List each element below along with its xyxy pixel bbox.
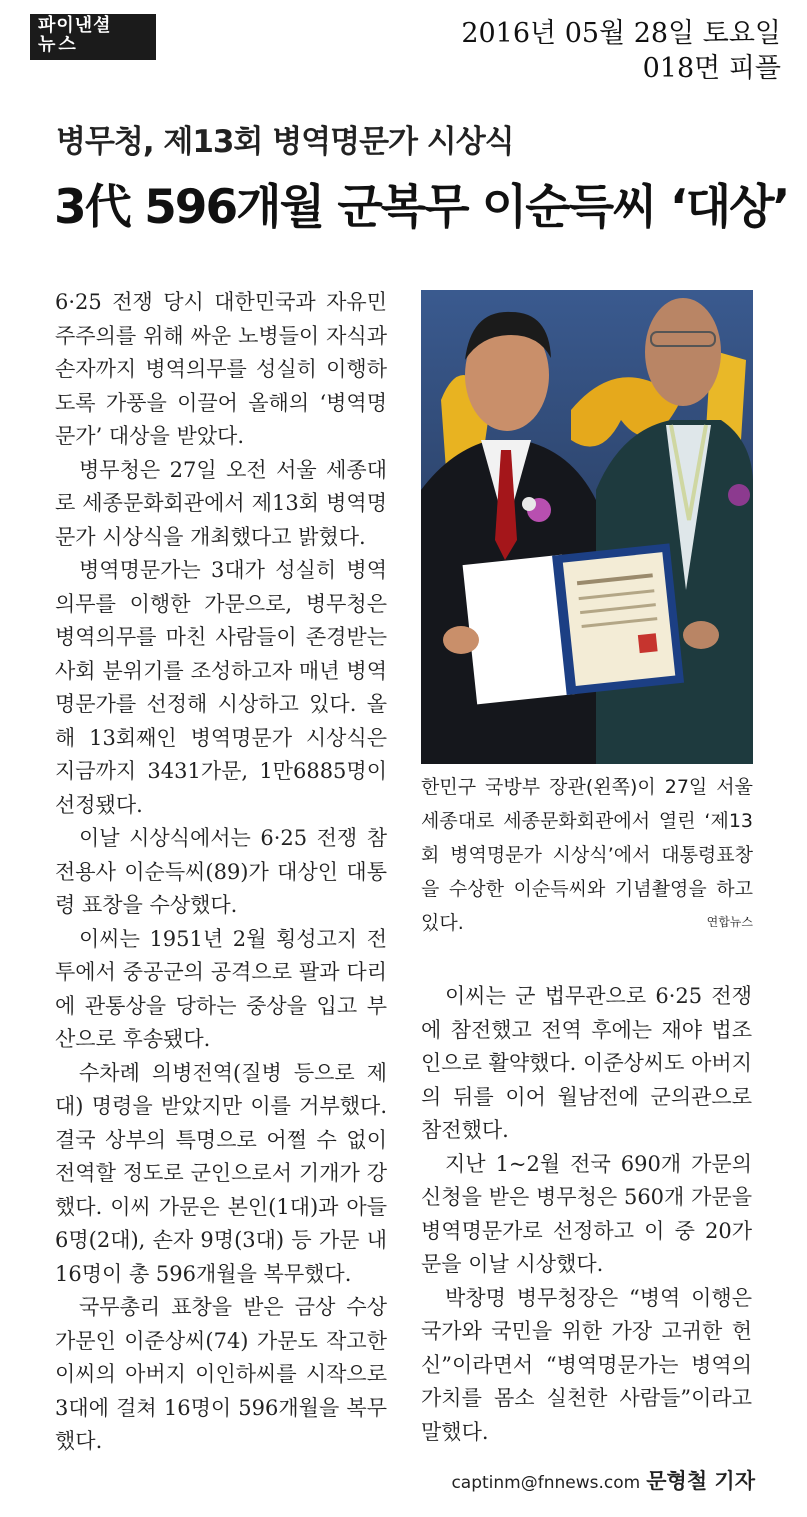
paragraph: 국무총리 표창을 받은 금상 수상 가문인 이준상씨(74) 가문도 작고한 이씨의 아버지 이인하씨를 시작으로 3대에 걸쳐 16명이 596개월을 복무했다. — [55, 1295, 387, 1453]
article-kicker: 병무청, 제13회 병역명문가 시상식 — [56, 124, 514, 160]
photo-caption: 한민구 국방부 장관(왼쪽)이 27일 서울 세종대로 세종문화회관에서 열린 ‘제13회 병역명문가 시상식’에서 대통령표창을 수상한 이순득씨와 기념촬영을 하고 있다. — [421, 776, 753, 934]
logo-line2: 뉴스 — [38, 34, 79, 55]
photo-credit: 연합뉴스 — [706, 915, 753, 929]
paragraph: 수차례 의병전역(질병 등으로 제대) 명령을 받았지만 이를 거부했다. 결국 상부의 특명으로 어쩔 수 없이 전역할 정도로 군인으로서 기개가 강했다. 이씨 가문은 본인(1대)과 아들 6명(2대), 손자 9명(3대) 등 가문 내 16명이 총 596개월을 복무했다. — [55, 1060, 387, 1286]
paragraph: 6·25 전쟁 당시 대한민국과 자유민주주의를 위해 싸운 노병들이 자식과 손자까지 병역의무를 성실히 이행하도록 가풍을 이끌어 올해의 ‘병역명문가’ 대상을 받았다. — [55, 290, 387, 448]
paragraph: 이날 시상식에서는 6·25 전쟁 참전용사 이순득씨(89)가 대상인 대통령 표창을 수상했다. — [55, 826, 387, 917]
logo-line1: 파이낸셜 — [38, 15, 112, 36]
news-photo — [421, 290, 753, 764]
paragraph: 이씨는 군 법무관으로 6·25 전쟁에 참전했고 전역 후에는 재야 법조인으로 활약했다. 이준상씨도 아버지의 뒤를 이어 월남전에 군의관으로 참전했다. — [421, 984, 752, 1142]
reporter-email: captinm@fnnews.com — [451, 1473, 641, 1493]
edition-page: 018면 피플 — [642, 53, 781, 84]
newspaper-logo — [30, 14, 156, 60]
body-column-right — [421, 980, 752, 1449]
byline — [451, 1465, 755, 1495]
reporter-name: 문형철 기자 — [646, 1469, 755, 1493]
edition-date: 2016년 05월 28일 토요일 — [461, 18, 781, 49]
paragraph: 병역명문가는 3대가 성실히 병역의무를 이행한 가문으로, 병무청은 병역의무를 마친 사람들이 존경받는 사회 분위기를 조성하고자 매년 병역명문가를 선정해 시상하고 있다. 올해 13회째인 병역명문가 시상식은 지금까지 3431가문, 1만6885명이 선정됐다. — [55, 558, 387, 817]
paragraph: 이씨는 1951년 2월 횡성고지 전투에서 중공군의 공격으로 팔과 다리에 관통상을 당하는 중상을 입고 부산으로 후송됐다. — [55, 926, 387, 1051]
body-column-left — [55, 286, 387, 1459]
paragraph: 병무청은 27일 오전 서울 세종대로 세종문화회관에서 제13회 병역명문가 시상식을 개최했다고 밝혔다. — [55, 457, 387, 549]
edition-info — [461, 16, 781, 86]
paragraph: 박창명 병무청장은 “병역 이행은 국가와 국민을 위한 가장 고귀한 헌신”이라면서 “병역명문가는 병역의 가치를 몸소 실천한 사람들”이라고 말했다. — [421, 1285, 752, 1444]
article-headline: 3代 596개월 군복무 이순득씨 ‘대상’ — [54, 180, 789, 235]
paragraph: 지난 1~2월 전국 690개 가문의 신청을 받은 병무청은 560개 가문을 병역명문가로 선정하고 이 중 20가문을 이날 시상했다. — [421, 1151, 752, 1276]
